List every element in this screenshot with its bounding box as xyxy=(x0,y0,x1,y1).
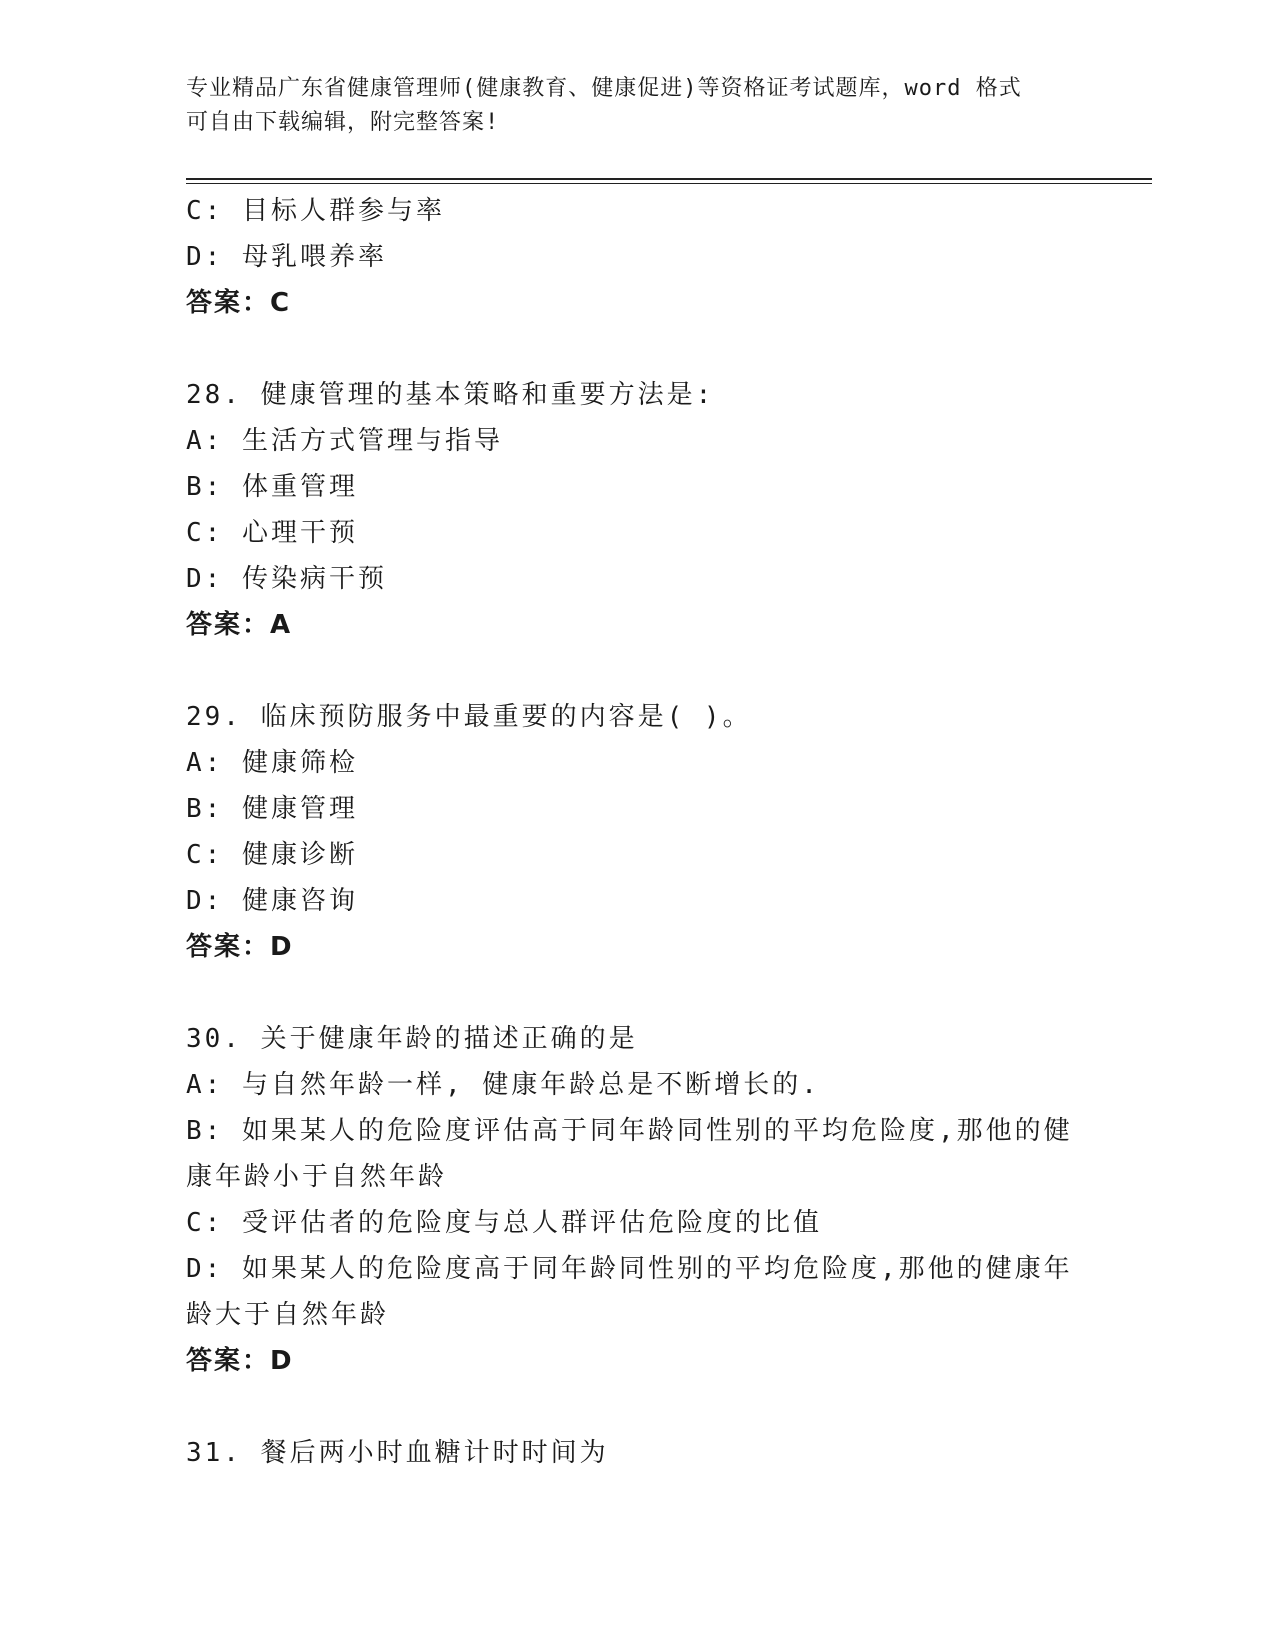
q30-question: 30. 关于健康年龄的描述正确的是 xyxy=(186,1024,638,1054)
q30-option-b-line-1: B: 如果某人的危险度评估高于同年龄同性别的平均危险度,那他的健 xyxy=(186,1116,1073,1146)
q31-question: 31. 餐后两小时血糖计时时间为 xyxy=(186,1438,609,1468)
q29-option-b: B: 健康管理 xyxy=(186,794,358,824)
document-body xyxy=(186,188,1073,1476)
q28-option-d: D: 传染病干预 xyxy=(186,564,387,594)
q30-option-b-line-2: 康年龄小于自然年龄 xyxy=(186,1162,448,1192)
q30-option-a: A: 与自然年龄一样, 健康年龄总是不断增长的. xyxy=(186,1070,820,1100)
prev-option-d: D: 母乳喂养率 xyxy=(186,242,387,272)
q30-answer: 答案：D xyxy=(186,1346,294,1376)
header-divider-thin xyxy=(186,183,1152,184)
q30-option-d-line-1: D: 如果某人的危险度高于同年龄同性别的平均危险度,那他的健康年 xyxy=(186,1254,1073,1284)
q28-option-c: C: 心理干预 xyxy=(186,518,358,548)
q30-option-d-line-2: 龄大于自然年龄 xyxy=(186,1300,390,1330)
q29-option-a: A: 健康筛检 xyxy=(186,748,358,778)
q29-option-c: C: 健康诊断 xyxy=(186,840,358,870)
q29-option-d: D: 健康咨询 xyxy=(186,886,358,916)
q29-question: 29. 临床预防服务中最重要的内容是( )。 xyxy=(186,702,752,732)
q28-option-b: B: 体重管理 xyxy=(186,472,358,502)
q28-option-a: A: 生活方式管理与指导 xyxy=(186,426,503,456)
header-line-2: 可自由下载编辑，附完整答案! xyxy=(186,110,500,135)
q29-answer: 答案：D xyxy=(186,932,294,962)
page-header xyxy=(186,72,1086,140)
q30-option-c: C: 受评估者的危险度与总人群评估危险度的比值 xyxy=(186,1208,822,1238)
q28-question: 28. 健康管理的基本策略和重要方法是: xyxy=(186,380,715,410)
spacer xyxy=(186,326,1066,372)
header-divider xyxy=(186,178,1152,180)
prev-option-c: C: 目标人群参与率 xyxy=(186,196,445,226)
spacer xyxy=(186,1384,1066,1430)
spacer xyxy=(186,970,1066,1016)
header-line-1: 专业精品广东省健康管理师(健康教育、健康促进)等资格证考试题库，word 格式 xyxy=(186,76,1022,101)
q28-answer: 答案：A xyxy=(186,610,293,640)
spacer xyxy=(186,648,1066,694)
prev-answer: 答案：C xyxy=(186,288,292,318)
